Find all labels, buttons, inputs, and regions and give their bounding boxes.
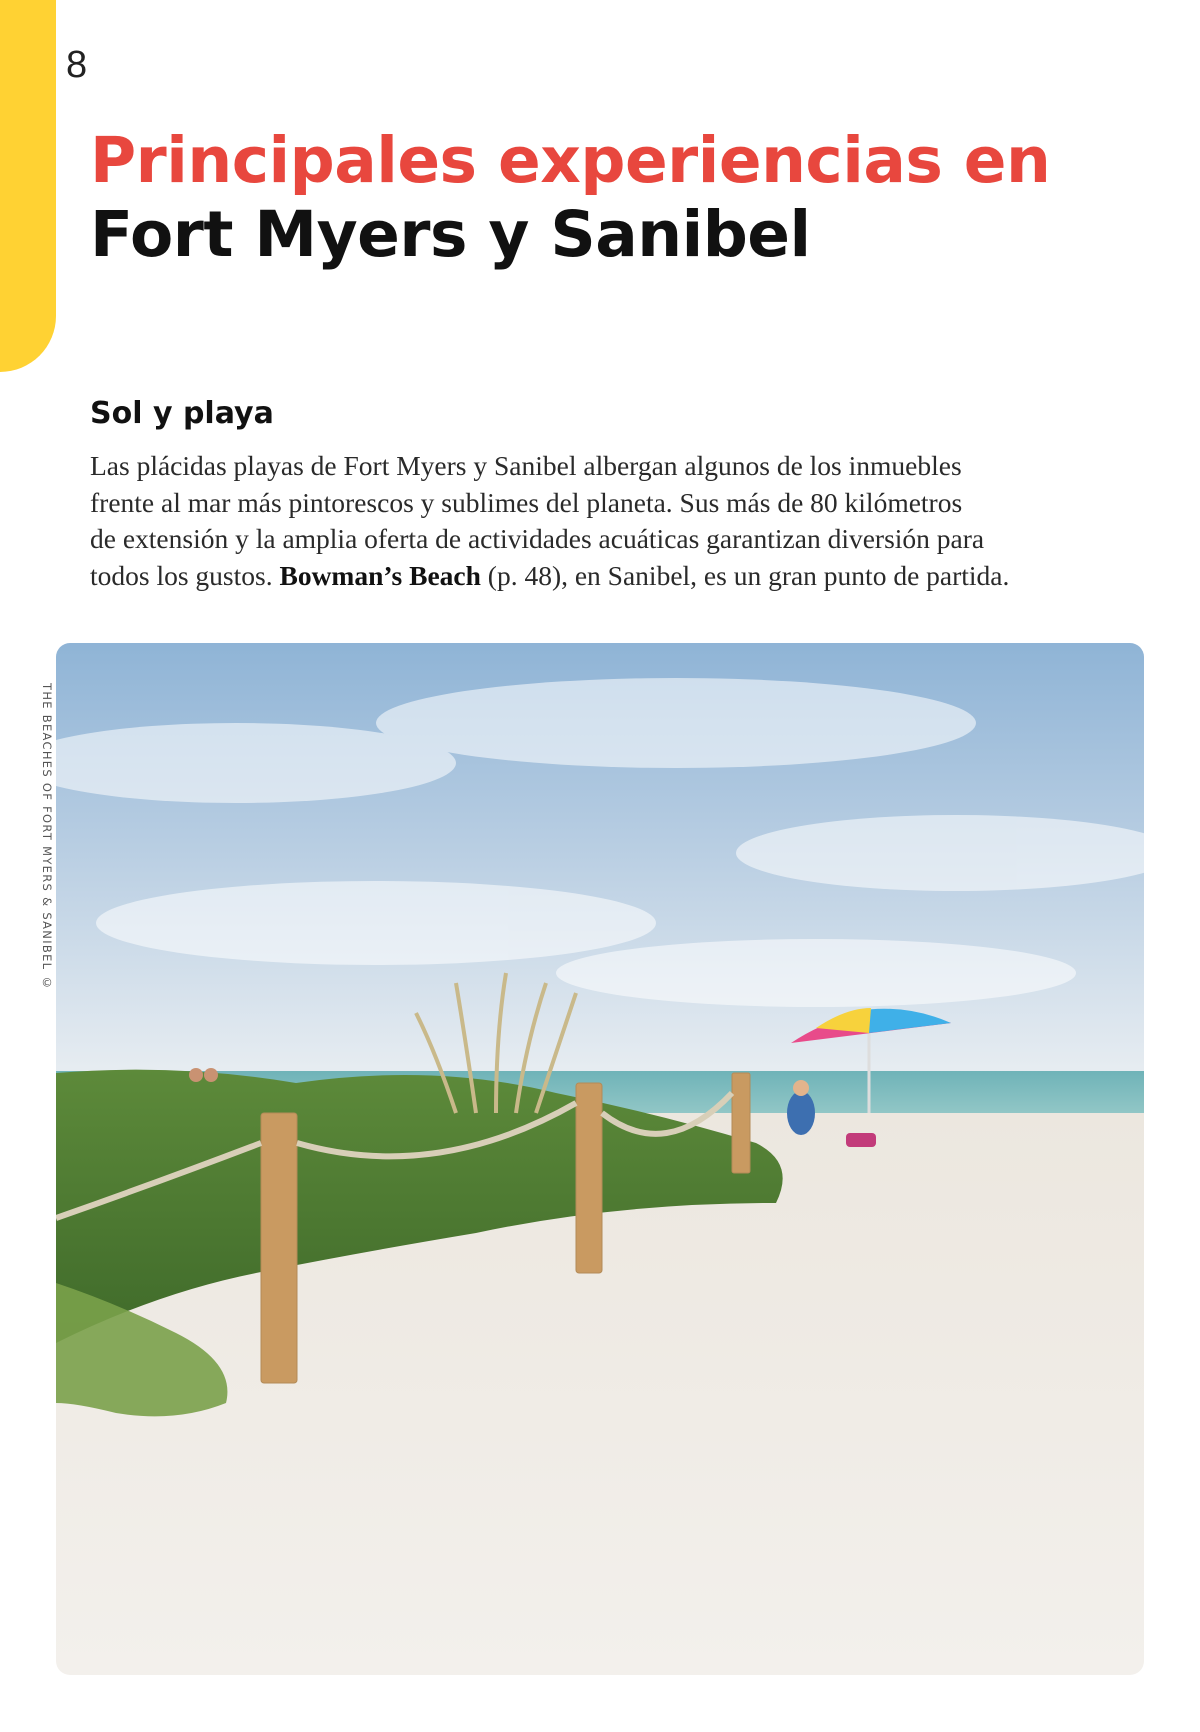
body-text-before: todos los gustos. [90,559,280,591]
body-line-last [90,558,1150,595]
yellow-corner-tab [0,0,56,372]
title-black-line: Fort Myers y Sanibel [90,198,811,271]
beach-scene-illustration [56,643,1144,1675]
section-body [90,448,1150,594]
page-number: 8 [66,44,88,86]
page-title [90,124,1050,272]
title-red-line: Principales experiencias en [90,124,1051,197]
body-text-after: (p. 48), en Sanibel, es un gran punto de partida. [480,559,1010,591]
beach-photo [56,643,1144,1675]
section-heading: Sol y playa [90,396,274,431]
body-line: de extensión y la amplia oferta de actividades acuáticas garantizan diversión para [90,523,985,554]
bowmans-beach-highlight: Bowman’s Beach [279,559,481,591]
photo-credit: THE BEACHES OF FORT MYERS & SANIBEL © [40,683,54,991]
body-line: frente al mar más pintorescos y sublimes del planeta. Sus más de 80 kilómetros [90,486,963,518]
body-line: Las plácidas playas de Fort Myers y Sanibel albergan algunos de los inmuebles [90,450,962,481]
